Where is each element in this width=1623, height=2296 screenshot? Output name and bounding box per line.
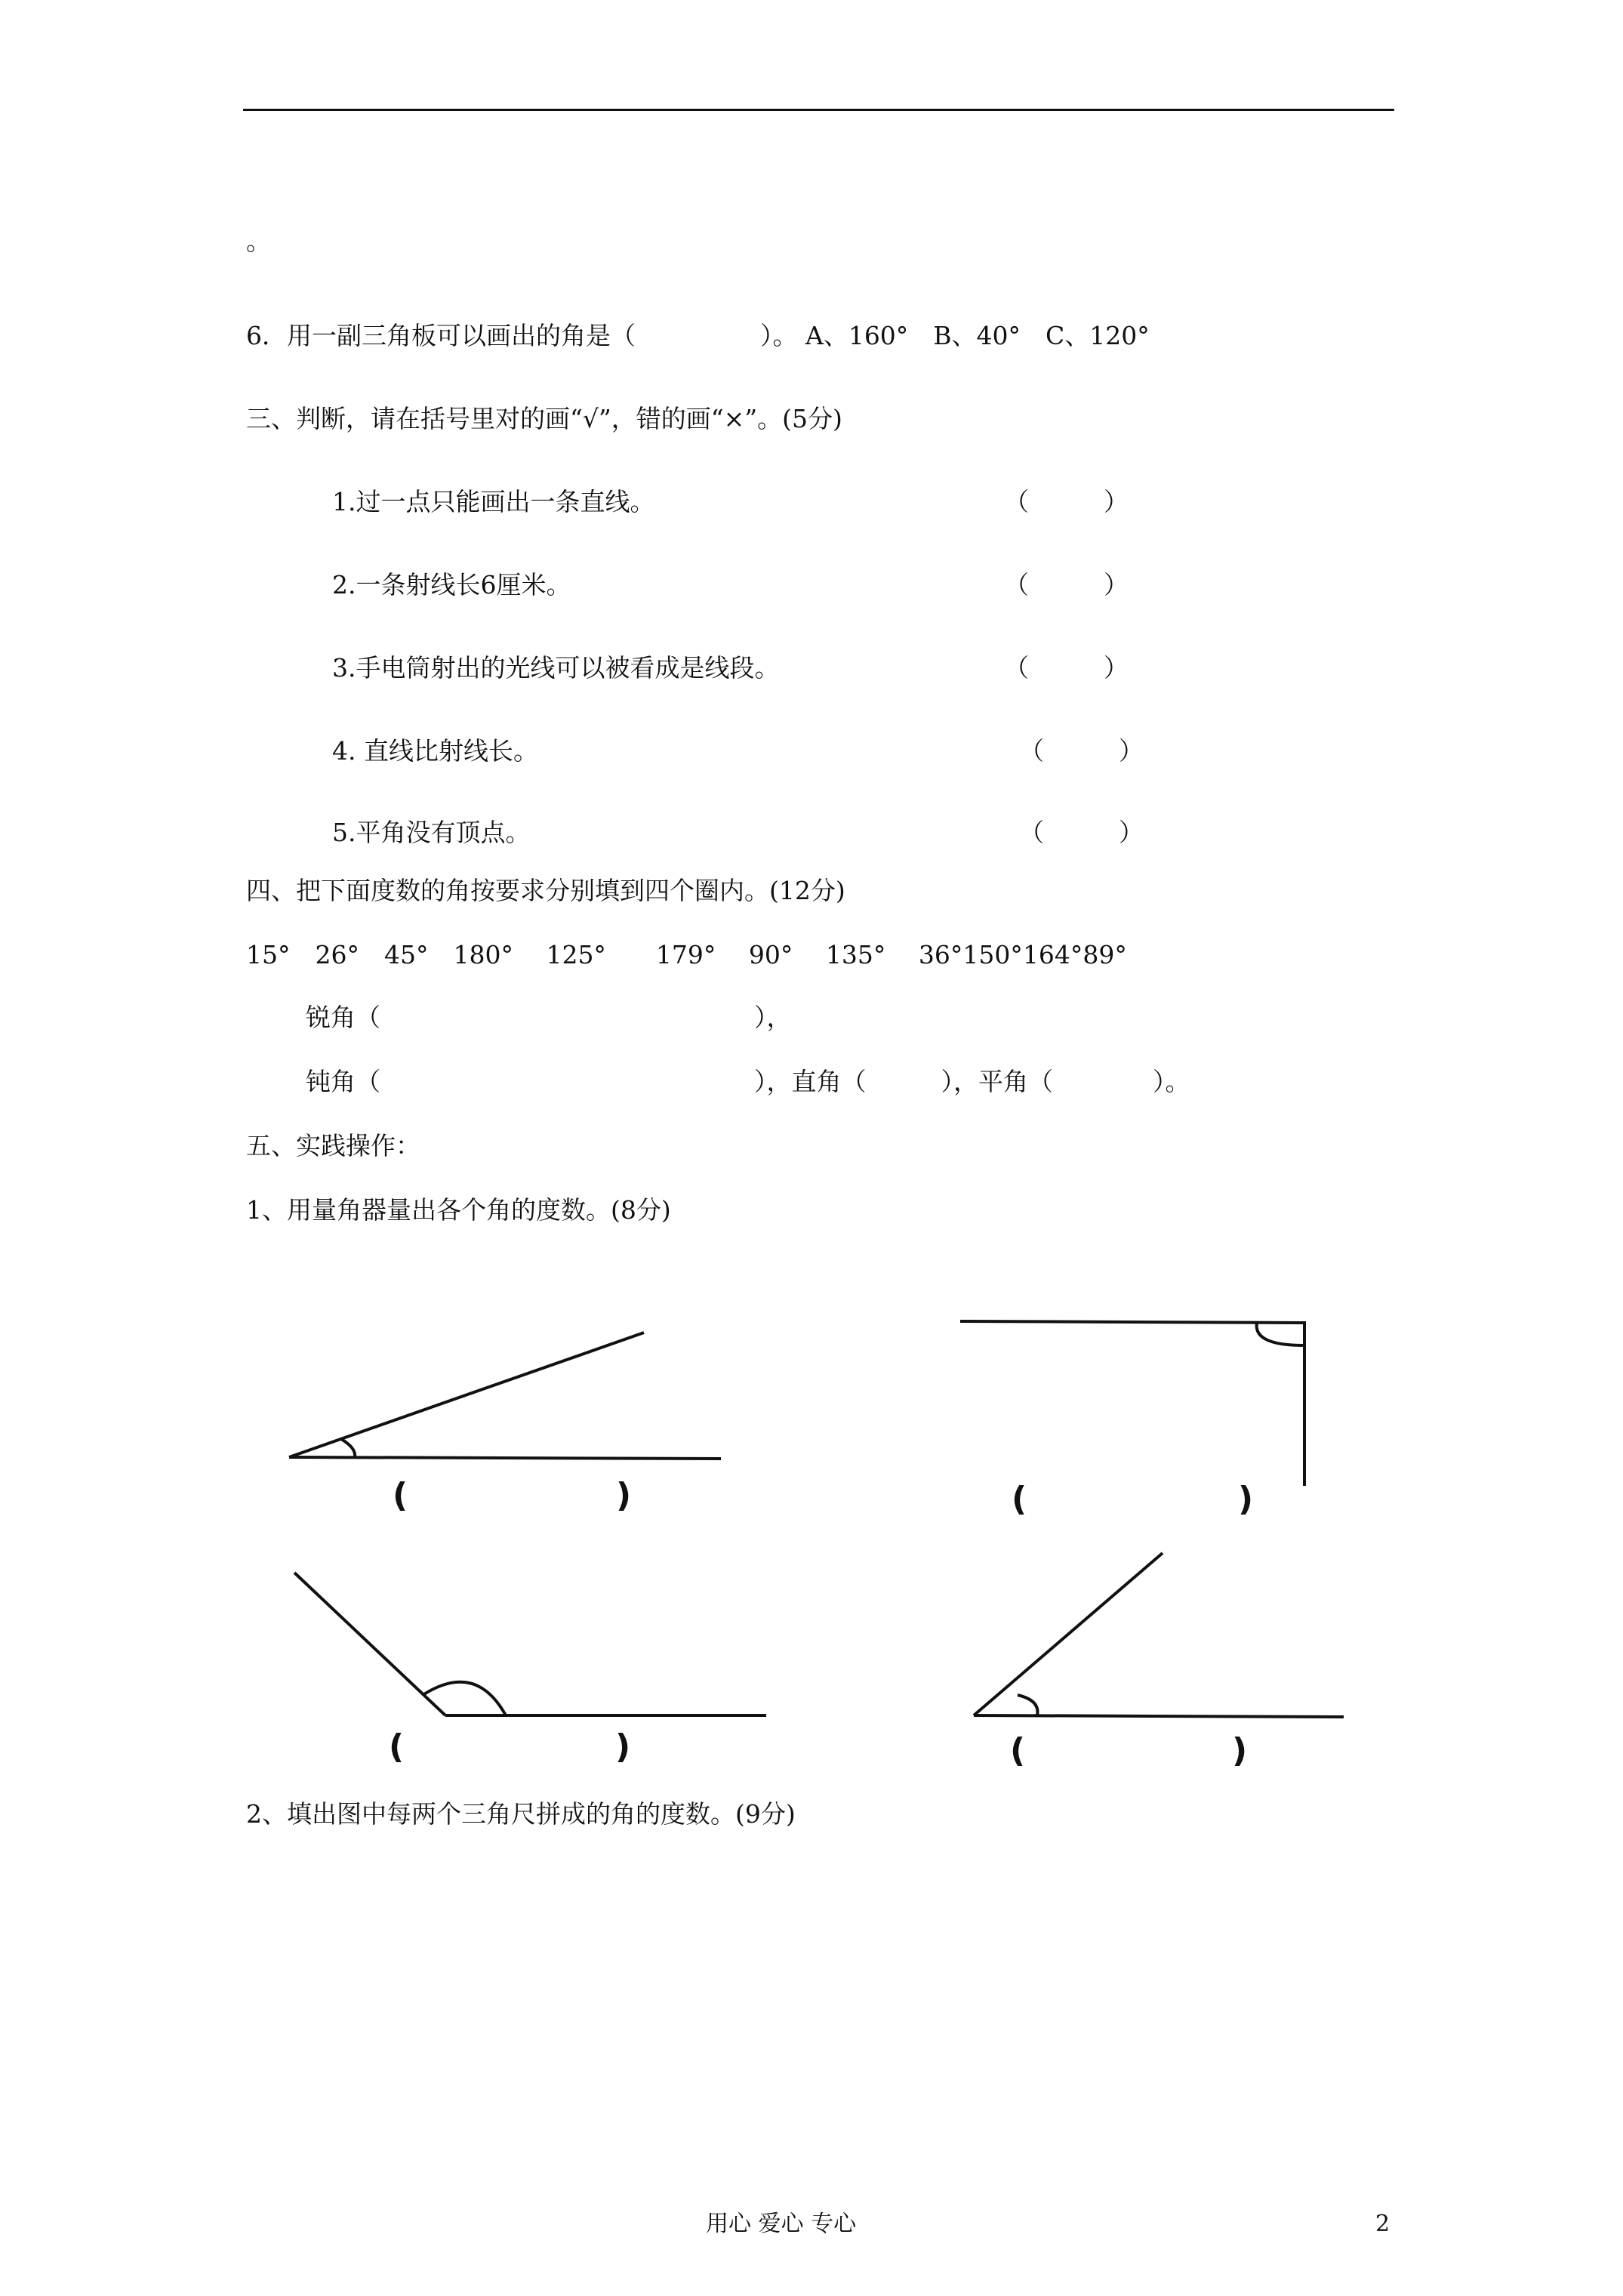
figure-1-left-paren: ( [393, 1476, 408, 1515]
degree-list: 15° 26° 45° 180° 125° 179° 90° 135° 36°150°164°89° [246, 940, 1127, 969]
judgment-5-text: 5.平角没有顶点。 [332, 818, 531, 847]
judgment-1-blank: （ ） [1004, 487, 1129, 516]
figure-acute-angle-2 [974, 1553, 1344, 1717]
judgment-2-text: 2.一条射线长6厘米。 [332, 570, 571, 599]
figure-acute-angle [289, 1333, 721, 1459]
figure-4-left-paren: ( [1010, 1731, 1026, 1770]
judgment-3-blank: （ ） [1004, 653, 1129, 683]
footer-motto: 用心 爱心 专心 [706, 2211, 857, 2237]
task-1-title: 1、用量角器量出各个角的度数。(8分) [246, 1195, 671, 1225]
figure-1-right-paren: ) [616, 1476, 632, 1515]
figure-3-right-paren: ) [615, 1727, 631, 1766]
judgment-3-text: 3.手电筒射出的光线可以被看成是线段。 [332, 653, 780, 683]
figure-2-right-paren: ) [1238, 1480, 1254, 1518]
figure-2-left-paren: ( [1012, 1480, 1027, 1518]
acute-angle-line: 锐角（ ）， [306, 1003, 792, 1032]
figure-right-angle [960, 1321, 1304, 1486]
judgment-1-text: 1.过一点只能画出一条直线。 [332, 487, 655, 516]
judgment-5-blank: （ ） [1019, 818, 1144, 847]
page-number: 2 [1375, 2211, 1390, 2237]
obtuse-right-straight-line: 钝角（ ），直角（ ），平角（ ）。 [306, 1067, 1190, 1096]
section-3-title: 三、判断，请在括号里对的画“√”，错的画“×”。(5分) [246, 404, 842, 433]
section-5-title: 五、实践操作： [246, 1131, 420, 1160]
question-6: 6．用一副三角板可以画出的角是（ ）。 A、160° B、40° C、120° [246, 321, 1150, 350]
figure-4-right-paren: ) [1232, 1731, 1248, 1770]
section-4-title: 四、把下面度数的角按要求分别填到四个圈内。(12分) [246, 876, 845, 905]
trailing-period: 。 [246, 227, 271, 256]
task-2-title: 2、填出图中每两个三角尺拼成的角的度数。(9分) [246, 1799, 796, 1829]
figure-3-left-paren: ( [389, 1727, 405, 1766]
judgment-4-text: 4. 直线比射线长。 [332, 736, 538, 766]
figure-obtuse-angle [294, 1573, 766, 1715]
judgment-2-blank: （ ） [1004, 570, 1129, 599]
judgment-4-blank: （ ） [1019, 736, 1144, 766]
